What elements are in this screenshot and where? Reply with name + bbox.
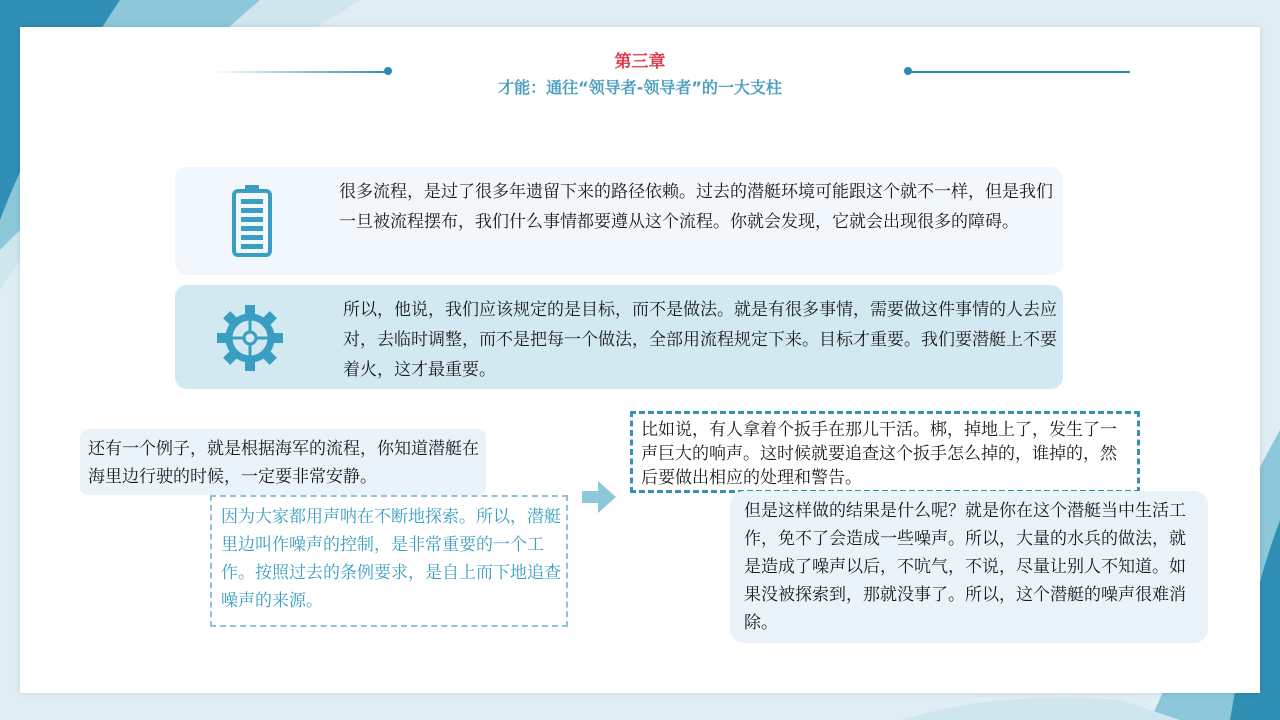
chapter-title: 第三章 — [614, 52, 666, 72]
slide — [20, 27, 1260, 693]
example-reason-text: 因为大家都用声呐在不断地探索。所以，潜艇里边叫作噪声的控制，是非常重要的一个工作。按照过去的条例要求，是自上而下地追查噪声的来源。 — [221, 507, 561, 611]
example-case — [630, 411, 1140, 493]
goal-card — [175, 285, 1063, 389]
gear-icon — [217, 305, 283, 371]
process-card — [175, 167, 1063, 275]
process-card-text: 很多流程，是过了很多年遗留下来的路径依赖。过去的潜艇环境可能跟这个就不一样，但是我们一旦被流程摆布，我们什么事情都要遵从这个流程。你就会发现，它就会出现很多的障碍。 — [339, 182, 1053, 232]
battery-icon — [231, 185, 273, 257]
goal-card-text: 所以，他说，我们应该规定的是目标，而不是做法。就是有很多事情，需要做这件事情的人去应对，去临时调整，而不是把每一个做法，全部用流程规定下来。目标才重要。我们要潜艇上不要着火，这才最重要。 — [343, 300, 1057, 380]
example-reason — [210, 495, 568, 627]
example-intro-text: 还有一个例子，就是根据海军的流程，你知道潜艇在海里边行驶的时候，一定要非常安静。 — [88, 439, 479, 487]
chapter-subtitle: 才能：通往“领导者-领导者”的一大支柱 — [498, 78, 782, 97]
example-case-text: 比如说，有人拿着个扳手在那儿干活。梆，掉地上了，发生了一声巨大的响声。这时候就要追查这个扳手怎么掉的，谁掉的，然后要做出相应的处理和警告。 — [641, 420, 1117, 488]
example-result-text: 但是这样做的结果是什么呢？就是你在这个潜艇当中生活工作，免不了会造成一些噪声。所以，大量的水兵的做法，就是造成了噪声以后，不吭气，不说，尽量让别人不知道。如果没被探索到，那就没事了。所以，这个潜艇的噪声很难消除。 — [744, 501, 1186, 633]
example-intro — [80, 429, 486, 495]
arrow-right-icon — [582, 479, 616, 515]
example-result — [730, 491, 1208, 643]
